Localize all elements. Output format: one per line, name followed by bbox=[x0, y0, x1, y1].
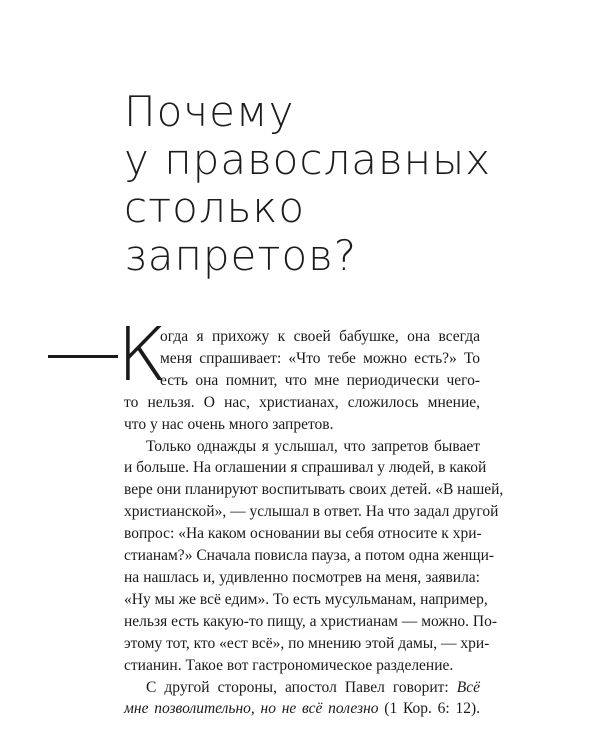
text-line: «Ну мы же всё едим». То есть мусульманам, например, bbox=[124, 590, 488, 608]
text-italic: Всё bbox=[456, 678, 480, 696]
chapter-title-line-4: запретов? bbox=[124, 231, 358, 280]
text-line: и больше. На оглашении я спрашивал у людей, в какой bbox=[124, 459, 487, 477]
text-line: есть она помнит, что мне периодически чего- bbox=[160, 371, 480, 389]
text-roman: С другой стороны, апостол Павел говорит: bbox=[146, 678, 449, 696]
text-line: этому тот, кто «ест всё», по мнению этой дамы, — хри- bbox=[124, 634, 490, 652]
text-line: христианской», — услышал в ответ. На что задал другой bbox=[124, 503, 499, 521]
text-line: на нашлась и, удивленно посмотрев на меня, заявила: bbox=[124, 568, 480, 586]
paragraph-3 bbox=[124, 677, 480, 721]
body-text bbox=[124, 326, 504, 720]
text-line: что у нас очень много запретов. bbox=[124, 415, 334, 433]
text-line: огда я прихожу к своей бабушке, она всегда bbox=[160, 328, 480, 345]
text-italic: мне позволительно, но не всё полезно bbox=[124, 700, 379, 718]
chapter-title-line-1: Почему bbox=[124, 87, 295, 136]
text-line: вере они планируют воспитывать своих детей. «В нашей, bbox=[124, 481, 504, 499]
text-line: вопрос: «На каком основании вы себя относите к хри- bbox=[124, 525, 482, 543]
chapter-title bbox=[124, 88, 564, 280]
text-line: стианам?» Сначала повисла пауза, а потом одна женщи- bbox=[124, 547, 495, 565]
text-line: нельзя есть какую-то пищу, а христианам — можно. По- bbox=[124, 612, 498, 630]
paragraph-2 bbox=[124, 436, 504, 677]
text-roman: (1 Кор. 6: 12). bbox=[384, 700, 480, 718]
text-line: Только однажды я услышал, что запретов бывает bbox=[146, 437, 480, 455]
text-line bbox=[124, 677, 480, 699]
chapter-title-line-3: столько bbox=[124, 183, 306, 232]
text-line: то нельзя. О нас, христианах, сложилось мнение, bbox=[124, 393, 480, 411]
decorative-dash bbox=[48, 355, 118, 358]
paragraph-1 bbox=[124, 326, 480, 436]
text-line: меня спрашивает: «Что тебе можно есть?» То bbox=[160, 349, 480, 367]
text-line bbox=[124, 698, 480, 720]
drop-cap: К bbox=[117, 312, 167, 398]
chapter-title-line-2: у православных bbox=[124, 135, 492, 184]
text-line: стианин. Такое вот гастрономическое разделение. bbox=[124, 656, 454, 674]
